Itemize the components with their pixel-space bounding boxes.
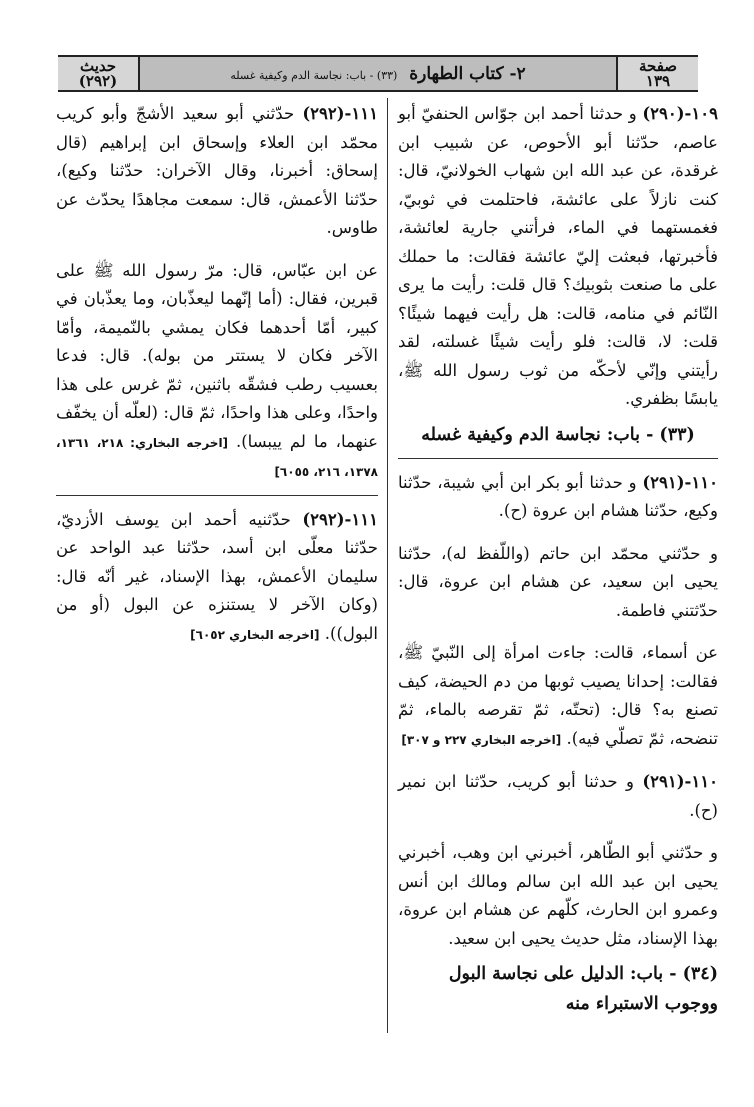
chain-paragraph: و حدّثني أبو الطّاهر، أخبرني ابن وهب، أخبرني يحيى ابن عبد الله ابن سالم ومالك ابن أنس وعمرو ابن الحارث، كلّهم عن هشام ابن عروة، بهذا الإسناد، مثل حديث يحيى ابن سعيد. xyxy=(398,843,718,948)
takhrij-note: [اخرجه البخاري ٦٠٥٢] xyxy=(190,627,320,642)
right-column xyxy=(398,100,718,1023)
hadith-text: و حدثنا أحمد ابن جوّاس الحنفيّ أبو عاصم، حدّثنا أبو الأحوص، عن شبيب ابن غرقدة، عن عبد الله ابن شهاب الخولانيّ، قال: كنت نازلاً على عائشة، فاحتلمت في ثوبيّ، فغمستهما في الماء، فرأتني جارية لعائشة، فأخبرتها، فبعثت إليّ عائشة فقالت: ما حملك على ما صنعت بثوبيك؟ قال قلت: رأيت ما يرى النّائم في منامه، قالت: هل رأيت فيهما شيئًا؟ قلت: لا، قالت: فلو رأيت شيئًا غسلته، لقد رأيتني وإنّي لأحكّه من ثوب رسول الله ﷺ، يابسًا بظفري. xyxy=(398,104,718,408)
page-number: ١٣٩ xyxy=(645,71,671,90)
matn-text: عن ابن عبّاس، قال: مرّ رسول الله ﷺ على قبرين، فقال: (أما إنّهما ليعذّبان، وما يعذّبان في كبير، أمّا أحدهما فكان يمشي بالنّميمة، وأمّا الآخر فكان لا يستتر من بوله). قال: فدعا بعسيب رطب فشقّه باثنين، ثمّ غرس على هذا واحدًا، وعلى هذا واحدًا، ثمّ قال: (لعلّه أن يخفّف عنهما، ما لم ييبسا). xyxy=(56,260,378,451)
column-divider xyxy=(387,98,388,1033)
hadith-number: (٢٩٢) xyxy=(78,71,118,90)
takhrij-note: [اخرجه البخاري: ٢١٨، ١٣٦١، ١٣٧٨، ٢١٦، ٦٠٥٥] xyxy=(56,435,378,479)
chain-paragraph: و حدّثني محمّد ابن حاتم (واللّفظ له)، حدّثنا يحيى ابن سعيد، عن هشام ابن عروة، قال: حدّثتني فاطمة. xyxy=(398,543,718,620)
hadith-109 xyxy=(398,100,718,414)
running-title xyxy=(140,64,616,84)
page-label: صفحة xyxy=(638,56,678,75)
hadith-text: و حدثنا أبو كريب، حدّثنا ابن نمير (ح). xyxy=(398,772,718,820)
hadith-number-box xyxy=(58,57,140,90)
hadith-111-a xyxy=(56,100,378,243)
hadith-111-b xyxy=(56,506,378,650)
hadith-110-a xyxy=(398,469,718,526)
hadith-number: ١١٠-(٢٩١) xyxy=(642,772,718,791)
hadith-text: و حدثنا أبو بكر ابن أبي شيبة، حدّثنا وكيع، حدّثنا هشام ابن عروة (ح). xyxy=(398,472,718,520)
hadith-number: ١١١-(٢٩٢) xyxy=(302,104,378,123)
left-column xyxy=(56,100,378,649)
chapter-heading-33: (٣٣) - باب: نجاسة الدم وكيفية غسله xyxy=(421,424,695,445)
matn-paragraph xyxy=(398,639,718,754)
hadith-number: ١١٠-(٢٩١) xyxy=(642,472,718,492)
page-number-box xyxy=(616,57,698,90)
matn-paragraph xyxy=(56,257,378,487)
book-title: ٢- كتاب الطهارة xyxy=(409,63,526,84)
takhrij-note: [اخرجه البخاري ٢٢٧ و ٣٠٧] xyxy=(401,732,562,747)
chapter-heading-34: (٣٤) - باب: الدليل على نجاسة البول ووجوب الاستبراء منه xyxy=(448,964,718,1014)
hadith-number: ١٠٩-(٢٩٠) xyxy=(642,104,718,123)
hadith-label: حديث xyxy=(79,56,117,75)
hadith-text: حدّثني أبو سعيد الأشجّ وأبو كريب محمّد ابن العلاء وإسحاق ابن إبراهيم (قال إسحاق: أخبرنا، وقال الآخران: حدّثنا وكيع)، حدّثنا الأعمش، قال: سمعت مجاهدًا يحدّث عن طاوس. xyxy=(56,104,378,237)
separator xyxy=(56,495,378,496)
matn-text: عن أسماء، قالت: جاءت امرأة إلى النّبيّ ﷺ، فقالت: إحدانا يصيب ثوبها من دم الحيضة، كيف تصنع به؟ قال: (تحتّه، ثمّ تقرصه بالماء، ثمّ تنضحه، ثمّ تصلّي فيه). xyxy=(398,643,718,748)
hadith-110-b xyxy=(398,768,718,825)
chapter-subtitle: (٣٣) - باب: نجاسة الدم وكيفية غسله xyxy=(230,68,398,82)
hadith-text: حدّثنيه أحمد ابن يوسف الأزديّ، حدّثنا معلّى ابن أسد، حدّثنا عبد الواحد عن سليمان الأعمش، بهذا الإسناد، غير أنّه قال: (وكان الآخر لا يستنزه عن البول (أو من البول)). xyxy=(56,509,378,643)
hadith-number: ١١١-(٢٩٢) xyxy=(302,509,378,529)
page-header xyxy=(58,55,698,92)
separator xyxy=(398,458,718,459)
